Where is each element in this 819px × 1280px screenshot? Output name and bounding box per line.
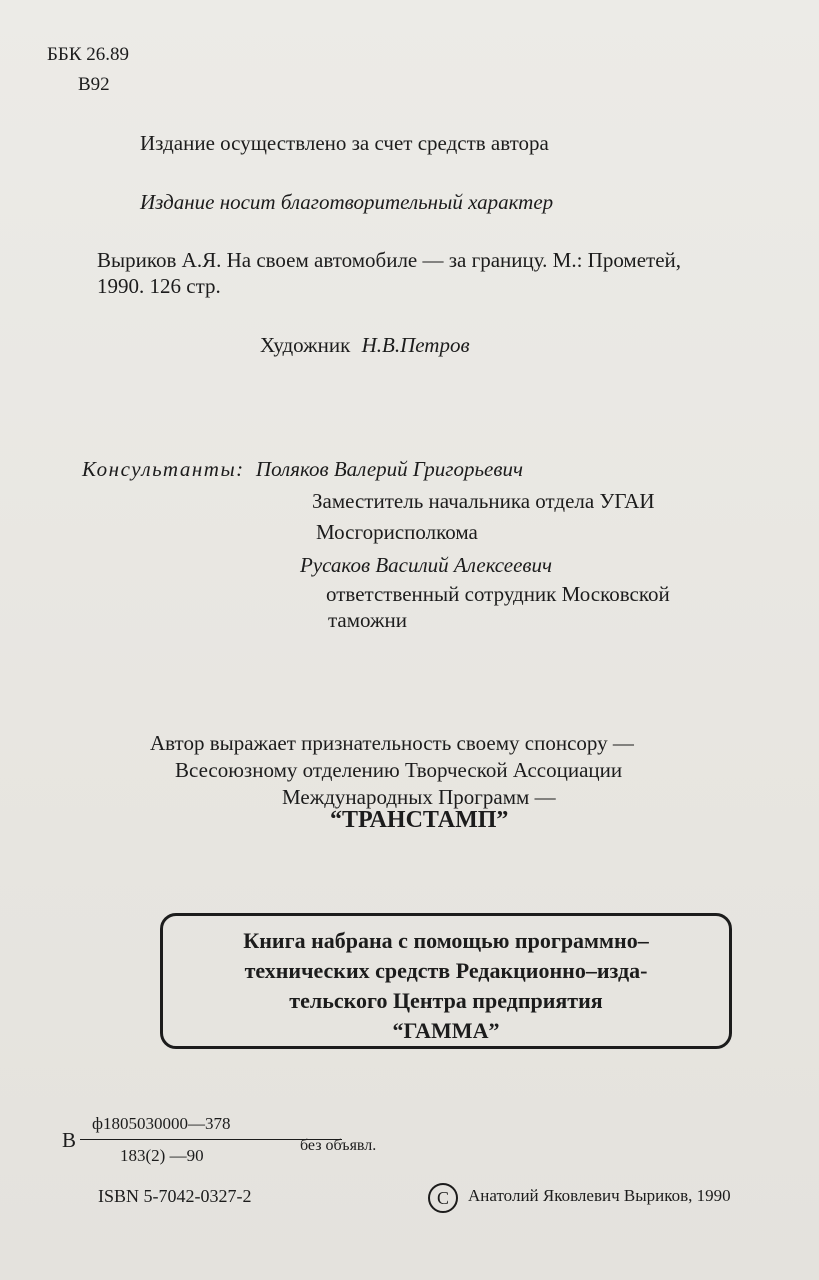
isbn: ISBN 5-7042-0327-2 — [98, 1186, 252, 1206]
copyright-holder: Анатолий Яковлевич Выриков, 1990 — [468, 1186, 731, 1205]
imprint-numerator: ф1805030000—378 — [92, 1114, 231, 1133]
acknowledgement-line-2: Всесоюзному отделению Творческой Ассоциации — [175, 758, 623, 782]
acknowledgement-line-3: Международных Программ — — [282, 785, 556, 809]
consultants-label: Консультанты: — [82, 457, 245, 481]
imprint-index — [62, 1114, 302, 1166]
artist-label: Художник — [260, 333, 351, 357]
copyright-icon — [428, 1183, 458, 1213]
artist-credit — [260, 333, 470, 358]
sponsor-name: “ТРАНСТАМП” — [330, 807, 509, 833]
artist-name: Н.В.Петров — [361, 333, 470, 357]
consultant-2-role-line-1: ответственный сотрудник Московской — [326, 582, 670, 606]
typeset-notice-box — [160, 913, 732, 1049]
consultant-1-role-line-1: Заместитель начальника отдела УГАИ — [312, 489, 655, 513]
typeset-line-3: тельского Центра предприятия — [289, 988, 603, 1013]
no-announcement-note: без объявл. — [300, 1137, 377, 1154]
typeset-line-2: технических средств Редакционно–изда- — [244, 958, 648, 983]
copyright-symbol: C — [436, 1187, 449, 1208]
consultant-1-role-line-2: Мосгорисполкома — [316, 520, 478, 544]
charity-note: Издание носит благотворительный характер — [140, 190, 554, 214]
typeset-line-1: Книга набрана с помощью программно– — [243, 928, 649, 953]
citation-line-2: 1990. 126 стр. — [97, 274, 221, 298]
bbk-code: ББК 26.89 — [47, 44, 129, 65]
imprint-denominator: 183(2) —90 — [120, 1146, 204, 1165]
consultant-2-name: Русаков Василий Алексеевич — [300, 553, 553, 577]
consultants-block — [82, 457, 523, 482]
author-code: В92 — [78, 74, 110, 95]
consultant-1-name: Поляков Валерий Григорьевич — [255, 457, 523, 481]
typeset-line-4: “ГАММА” — [392, 1018, 500, 1043]
imprint-letter: В — [62, 1128, 77, 1152]
citation-line-1: Выриков А.Я. На своем автомобиле — за границу. М.: Прометей, — [97, 248, 682, 272]
consultant-2-role-line-2: таможни — [328, 608, 408, 632]
funding-note: Издание осуществлено за счет средств автора — [140, 131, 549, 155]
acknowledgement-line-1: Автор выражает признательность своему спонсору — — [150, 731, 634, 755]
